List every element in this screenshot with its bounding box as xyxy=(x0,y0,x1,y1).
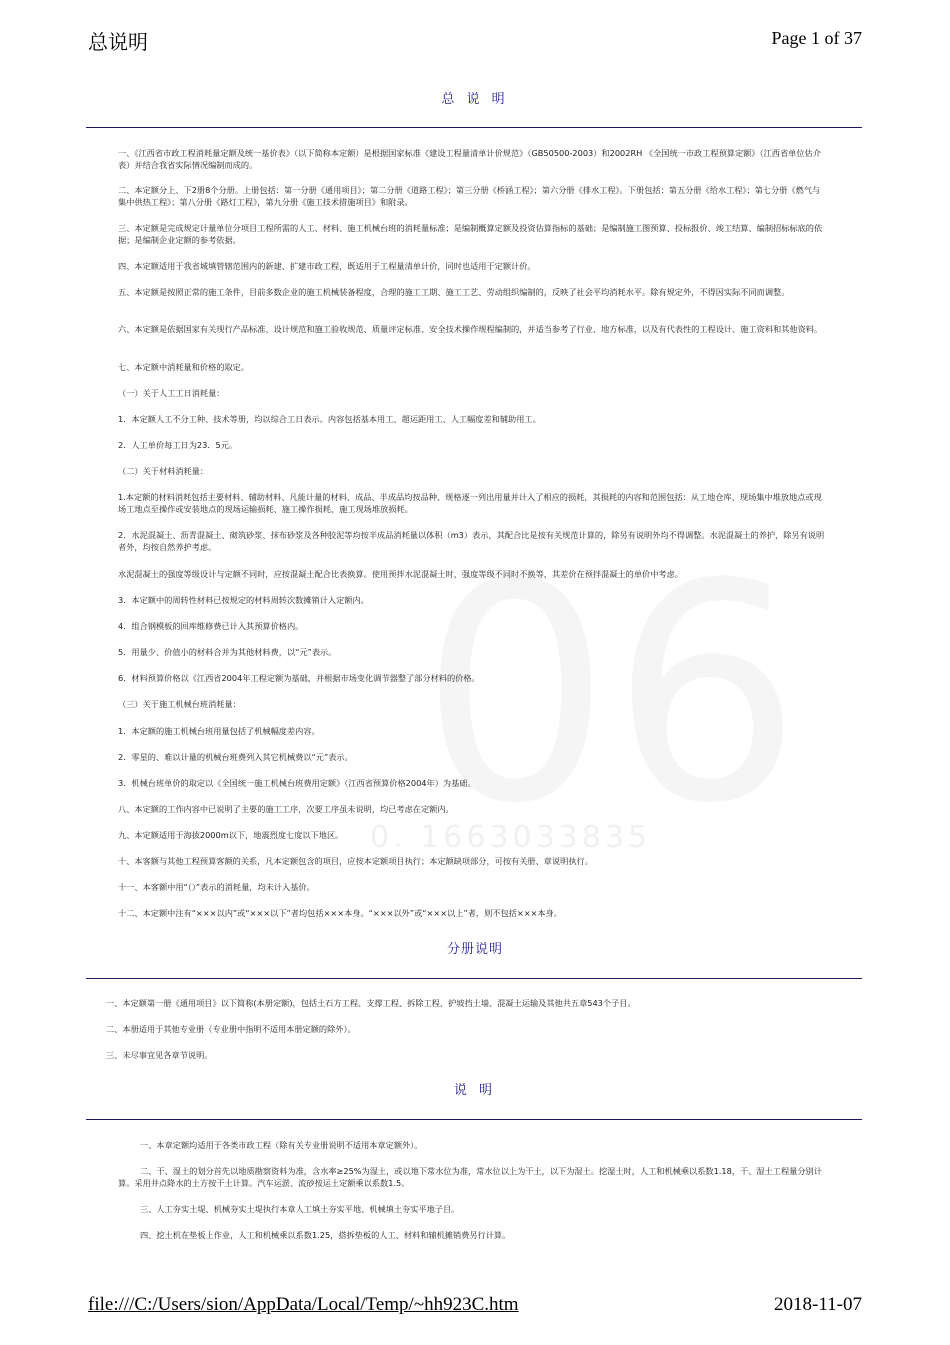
general-para-24: 九、本定额适用于海拔2000m以下，地震烈度七度以下地区。 xyxy=(118,830,344,840)
page-indicator: Page 1 of 37 xyxy=(771,28,862,48)
volume-rule xyxy=(86,978,862,979)
general-para-5: 五、本定额是按照正常的施工条件，目前多数企业的施工机械装备程度，合理的施工工期、施工工艺、劳动组织编制的，反映了社会平均消耗水平。除有规定外，不得因实际不同而调整。 xyxy=(118,287,790,297)
general-para-20: 1．本定额的施工机械台班用量包括了机械幅度差内容。 xyxy=(118,726,320,736)
general-para-18: 6．材料预算价格以《江西省2004年工程定额为基础，并根据市场变化调节器整了部分材料的价格。 xyxy=(118,673,480,683)
general-para-6: 六、本定额是依据国家有关现行产品标准、设计规范和施工验收规范、质量评定标准、安全技术操作规程编制的，并适当参考了行业、地方标准，以及有代表性的工程设计、施工资料和其他资料。 xyxy=(118,324,823,334)
notes-para-2: 二、干、湿土的划分首先以地质勘察资料为准，含水率≥25%为湿土，或以地下常水位为准，常水位以上为干土，以下为湿土。挖湿土时，人工和机械乘以系数1.18，干、湿土工程量分别计算。采用井点降水的土方按干土计算。汽车运淤、流砂按运土定额乘以系数1.5。 xyxy=(118,1166,822,1188)
general-para-9: 1．本定额人工不分工种、技术等册，均以综合工日表示。内容包括基本用工、超运距用工、人工幅度差和辅助用工。 xyxy=(118,414,541,424)
general-para-16: 4．组合钢模板的回库维修费已计入其预算价格内。 xyxy=(118,621,304,631)
footer-file-link[interactable]: file:///C:/Users/sion/AppData/Local/Temp/~hh923C.htm xyxy=(88,1294,519,1315)
general-para-26: 十一、本客额中用“（）”表示的消耗量，均未计入基价。 xyxy=(118,882,315,892)
general-para-3: 三、本定额是完成规定计量单位分项目工程所需的人工、材料、施工机械台班的消耗量标准；是编制概算定额及投资估算指标的基础；是编制施工图预算、投标报价、竣工结算、编制招标标底的依据；是编制企业定额的参考依据。 xyxy=(118,223,823,245)
header-title: 总说明 xyxy=(88,30,148,54)
general-title: 总 说 明 xyxy=(441,92,509,107)
general-para-17: 5．用量少、价值小的材料合并为其他材料费，以“元”表示。 xyxy=(118,647,337,657)
volume-para-3: 三、未尽事宜见各章节说明。 xyxy=(106,1050,213,1060)
volume-para-1: 一、本定额第一册《通用项目》以下简称(本册定额)，包括土石方工程、支撑工程、拆除工程、护坡挡土墙、混凝土运输及其他共五章543个子目。 xyxy=(106,998,636,1008)
general-para-22: 3．机械台班单价的取定以《全国统一施工机械台班费用定额》（江西省预算价格2004年）为基础。 xyxy=(118,778,476,788)
notes-para-3: 三、人工夯实土堤、机械夯实土堤执行本章人工填土夯实平地、机械填土夯实平地子目。 xyxy=(140,1204,460,1214)
general-para-12: 1.本定额的材料消耗包括主要材料、辅助材料、凡能计量的材料、成品、半成品均按品种、规格逐一列出用量并计入了相应的损耗，其损耗的内容和范围包括：从工地仓库、现场集中堆放地点或现场工地点至操作或安装地点的现场运输损耗、施工操作损耗、施工现场堆放损耗。 xyxy=(118,492,822,514)
volume-title: 分册说明 xyxy=(446,942,503,957)
general-para-13: 2．水泥混凝土、沥青混凝土、砌筑砂浆、抹布砂浆及各种胶泥等均按半成品消耗量以体积（m3）表示，其配合比是按有关规范计算的，除另有说明外均不得调整。水泥混凝土的养护，除另有说明者外，均按自然养护考虑。 xyxy=(118,530,825,552)
general-para-7: 七、本定额中消耗量和价格的取定。 xyxy=(118,362,250,372)
general-para-21: 2．零星的、难以计量的机械台班费列入其它机械费以“元”表示。 xyxy=(118,752,353,762)
general-para-11: （二）关于材料消耗量： xyxy=(118,466,209,476)
notes-para-4: 四、挖土机在垫板上作业，人工和机械乘以系数1.25，搭拆垫板的人工、材料和辅机摊销费另行计算。 xyxy=(140,1230,511,1240)
general-para-27: 十二、本定额中注有“×××以内”或“×××以下”者均包括×××本身。“×××以外”或“×××以上”者，则不包括×××本身。 xyxy=(118,908,562,918)
volume-para-2: 二、本册适用于其他专业册（专业册中指明不适用本册定额的除外）。 xyxy=(106,1024,356,1034)
general-para-10: 2．人工单价每工日为23．5元。 xyxy=(118,440,238,450)
general-para-2: 二、本定额分上、下2册8个分册。上册包括：第一分册《通用项目》；第二分册《道路工程》；第三分册《桥涵工程》；第六分册《排水工程》。下册包括：第五分册《给水工程》；第七分册《燃气与集中供热工程》；第八分册《路灯工程》，第九分册《施工技术措施项目》和附录。 xyxy=(118,185,821,207)
notes-para-1: 一、本章定额均适用于各类市政工程（除有关专业册说明不适用本章定额外）。 xyxy=(140,1140,423,1150)
general-rule xyxy=(86,127,862,128)
general-para-15: 3．本定额中的周转性材料已按规定的材料周转次数摊销计入定额内。 xyxy=(118,595,369,605)
general-para-1: 一、《江西省市政工程消耗量定额及统一基价表》（以下简称本定额）是根据国家标准《建设工程量清单计价规范》（GB50500-2003）和2002RH 《全国统一市政工程预算定额》（江西省单位估介表）并结合我省实际情况编制而成的。 xyxy=(118,148,821,170)
footer-date: 2018-11-07 xyxy=(774,1294,862,1315)
general-para-25: 十、本客额与其他工程预算客额的关系，凡本定额包含的项目，应按本定额项目执行；本定额缺项部分，可按有关册、章说明执行。 xyxy=(118,856,593,866)
watermark-number: 0. 1663033835 xyxy=(370,820,652,855)
notes-rule xyxy=(86,1119,862,1120)
general-para-23: 八、本定额的工作内容中已说明了主要的施工工序，次要工序虽未说明，均已考虑在定额内。 xyxy=(118,804,454,814)
general-para-4: 四、本定额适用于我省城填管辖范围内的新建、扩建市政工程，既适用于工程量清单计价，同时也适用于定额计价。 xyxy=(118,261,536,271)
general-para-19: （三）关于施工机械台班消耗量： xyxy=(118,699,241,709)
notes-title: 说 明 xyxy=(453,1083,497,1098)
general-para-14: 水泥混凝土的强度等级设计与定额不同时，应按混凝土配合比表换算。使用预拌水泥混凝土时，强度等级不同时不换等，其差价在预拌混凝土的单价中考虑。 xyxy=(118,569,683,579)
general-para-8: （一）关于人工工日消耗量： xyxy=(118,388,225,398)
